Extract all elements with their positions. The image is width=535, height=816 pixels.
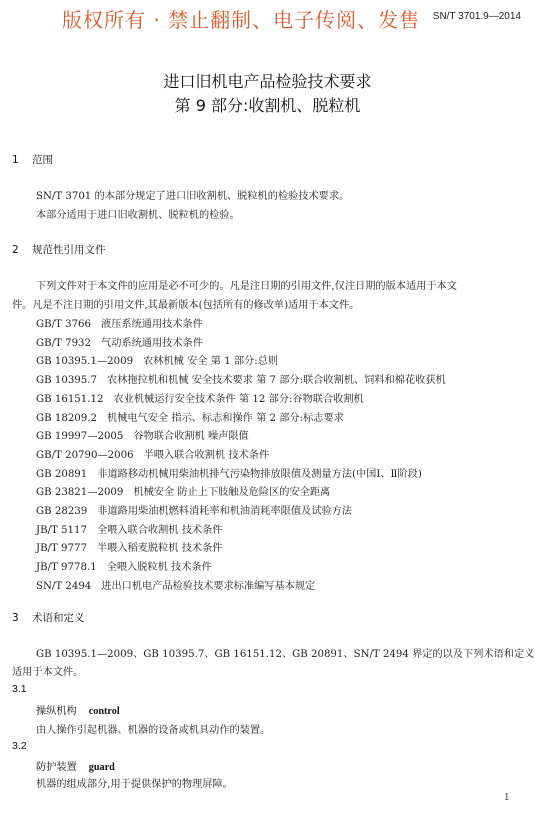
document-subtitle: 第 9 部分:收割机、脱粒机: [174, 96, 361, 115]
reference-item: [36, 502, 352, 517]
term-en: guard: [88, 762, 115, 773]
reference-title: 农林拖拉机和机械 安全技术要求 第 7 部分:联合收割机、饲料和棉花收获机: [107, 375, 446, 387]
reference-code: JB/T 5117: [36, 524, 87, 536]
term-zh: 操纵机构: [36, 706, 77, 717]
reference-title: 非道路移动机械用柴油机排气污染物排放限值及测量方法(中国Ⅰ、Ⅱ阶段): [97, 468, 422, 480]
section-3-heading: [12, 610, 85, 625]
section-title: 范围: [32, 154, 53, 166]
reference-title: 液压系统通用技术条件: [101, 319, 203, 330]
reference-item: [36, 315, 203, 330]
reference-code: JB/T 9777: [36, 543, 87, 555]
reference-item: [36, 427, 249, 442]
reference-code: GB 19997—2005: [36, 431, 124, 443]
term-zh: 防护装置: [36, 762, 77, 773]
reference-code: GB/T 20790—2006: [36, 449, 134, 461]
reference-item: [36, 371, 446, 386]
copyright-watermark: 版权所有 · 禁止翻制、电子传阅、发售: [62, 8, 421, 32]
term-name: [36, 758, 115, 773]
reference-code: JB/T 9778.1: [36, 562, 97, 574]
reference-code: GB 10395.1—2009: [36, 356, 134, 368]
paragraph: 适用于本文件。: [12, 667, 84, 678]
paragraph: SN/T 3701 的本部分规定了进口旧收割机、脱粒机的检验技术要求。: [36, 191, 350, 202]
reference-title: 农林机械 安全 第 1 部分:总则: [143, 356, 279, 368]
reference-title: 进出口机电产品检验技术要求标准编写基本规定: [101, 580, 316, 592]
standard-code: SN/T 3701.9—2014: [432, 11, 521, 22]
reference-code: GB 18209.2: [36, 412, 97, 424]
reference-item: [36, 539, 222, 554]
term-definition: 由人操作引起机器、机器的设备或机具动作的装置。: [36, 725, 271, 736]
reference-item: [36, 334, 203, 349]
reference-title: 农业机械运行安全技术条件 第 12 部分:谷物联合收割机: [113, 393, 364, 405]
reference-title: 非道路用柴油机燃料消耗率和机油消耗率限值及试验方法: [97, 506, 352, 517]
reference-title: 半喂入稻麦脱粒机 技术条件: [96, 543, 223, 555]
reference-item: [36, 446, 269, 461]
reference-item: [36, 409, 344, 424]
reference-code: GB 20891: [36, 468, 88, 480]
term-name: [36, 702, 120, 717]
reference-item: [36, 558, 212, 573]
paragraph: 下列文件对于本文件的应用是必不可少的。凡是注日期的引用文件,仅注日期的版本适用于本文: [36, 281, 457, 292]
section-number: 3: [12, 612, 19, 624]
paragraph: 本部分适用于进口旧收割机、脱粒机的检验。: [36, 210, 240, 221]
term-definition: 机器的组成部分,用于提供保护的物理屏障。: [36, 779, 233, 790]
reference-item: [36, 577, 315, 592]
section-title: 术语和定义: [32, 612, 85, 624]
section-2-heading: [12, 242, 106, 257]
section-title: 规范性引用文件: [32, 244, 106, 256]
term-en: control: [88, 706, 120, 717]
reference-code: GB 28239: [36, 506, 88, 517]
reference-code: GB 23821—2009: [36, 487, 124, 499]
section-number: 2: [12, 244, 19, 256]
reference-title: 全喂入脱粒机 技术条件: [106, 562, 212, 574]
paragraph: GB 10395.1—2009、GB 10395.7、GB 16151.12、GB 20891、SN/T 2494 界定的以及下列术语和定义: [36, 649, 535, 660]
reference-title: 机械电气安全 指示、标志和操作 第 2 部分:标志要求: [107, 412, 344, 424]
reference-title: 全喂入联合收割机 技术条件: [96, 524, 223, 536]
reference-item: [36, 352, 278, 367]
reference-item: [36, 465, 422, 480]
reference-item: [36, 483, 330, 498]
page-number: 1: [504, 793, 510, 803]
paragraph: 件。凡是不注日期的引用文件,其最新版本(包括所有的修改单)适用于本文件。: [12, 300, 360, 311]
reference-title: 谷物联合收割机 噪声限值: [133, 431, 249, 443]
reference-item: [36, 390, 364, 405]
reference-code: GB/T 7932: [36, 337, 92, 349]
reference-code: GB 10395.7: [36, 375, 97, 387]
term-number: 3.1: [12, 683, 27, 695]
reference-code: SN/T 2494: [36, 580, 92, 592]
reference-title: 机械安全 防止上下肢触及危险区的安全距离: [133, 487, 331, 499]
document-title: 进口旧机电产品检验技术要求: [163, 72, 372, 91]
section-1-heading: [12, 152, 53, 167]
reference-title: 半喂入联合收割机 技术条件: [143, 449, 270, 461]
term-number: 3.2: [12, 740, 27, 752]
reference-title: 气动系统通用技术条件: [101, 337, 203, 349]
section-number: 1: [12, 154, 19, 166]
reference-code: GB 16151.12: [36, 393, 104, 405]
reference-item: [36, 521, 222, 536]
reference-code: GB/T 3766: [36, 319, 92, 330]
